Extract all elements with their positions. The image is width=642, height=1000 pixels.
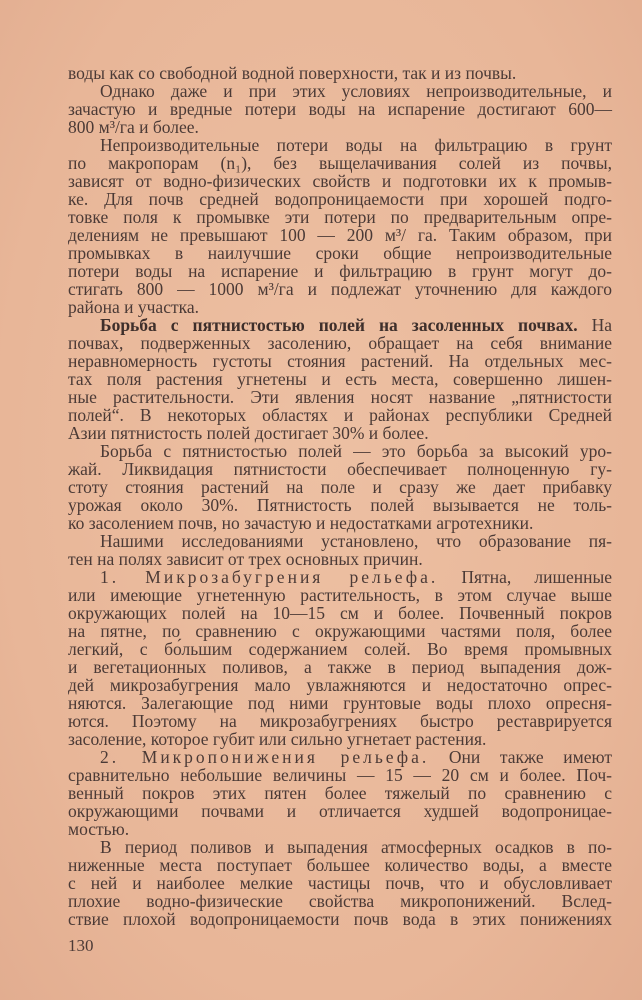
- line-text: и вегетационных поливов, а также в период выпадения дож-: [68, 657, 612, 677]
- text-line: [68, 136, 612, 154]
- text-line: [68, 604, 612, 622]
- line-text: жай. Ликвидация пятнистости обеспечивает полноценную гу-: [68, 459, 612, 479]
- text-line: [68, 208, 612, 226]
- text-line: [68, 766, 612, 784]
- line-text: сравнительно небольшие величины — 15 — 20 см и более. Поч-: [68, 765, 612, 785]
- text-line: [68, 334, 612, 352]
- line-text: Пятна, лишенные: [438, 567, 612, 587]
- text-line: [68, 172, 612, 190]
- text-line: [68, 550, 612, 568]
- line-text: засоление, которое губит или сильно угнетает растения.: [68, 729, 487, 749]
- text-line: [68, 676, 612, 694]
- text-line: [68, 262, 612, 280]
- line-text: зачастую и вредные потери воды на испарение достигают 600—: [68, 99, 612, 119]
- text-line: [68, 514, 612, 532]
- text-line: [68, 460, 612, 478]
- text-line: [68, 784, 612, 802]
- text-line: [68, 640, 612, 658]
- text-line: [68, 442, 612, 460]
- text-line: [68, 892, 612, 910]
- text-line: [68, 316, 612, 334]
- line-text: ко засолением почв, но зачастую и недостатками агротехники.: [68, 513, 534, 533]
- text-line: [68, 694, 612, 712]
- text-line: [68, 586, 612, 604]
- text-line: [68, 352, 612, 370]
- line-text: Азии пятнистость полей достигает 30% и более.: [68, 423, 429, 443]
- text-line: [68, 388, 612, 406]
- text-line: [68, 496, 612, 514]
- line-text: Однако даже и при этих условиях непроизводительные, и: [100, 81, 612, 101]
- text-line: [68, 478, 612, 496]
- line-text: ниженные места поступает большее количество воды, а вместе: [68, 855, 612, 875]
- line-text: Непроизводительные потери воды на фильтрацию в грунт: [100, 135, 612, 155]
- text-line: [68, 118, 612, 136]
- text-line: [68, 244, 612, 262]
- line-text: неравномерность густоты стояния растений. На отдельных мес-: [68, 351, 612, 371]
- line-text: зависят от водно-физических свойств и подготовки их к промыв-: [68, 171, 612, 191]
- text-line: [68, 748, 612, 766]
- line-text: 800 м³/га и более.: [68, 117, 199, 137]
- line-text: окружающих полей на 10—15 см и более. Почвенный покров: [68, 603, 612, 623]
- text-line: [68, 856, 612, 874]
- text-line: [68, 658, 612, 676]
- line-text: стигать 800 — 1000 м³/га и подлежат уточнению для каждого: [68, 279, 612, 299]
- text-line: [68, 370, 612, 388]
- text-line: [68, 712, 612, 730]
- line-text: ются. Поэтому на микрозабугрениях быстро реставрируется: [68, 711, 612, 731]
- text-line: [68, 802, 612, 820]
- line-text: стоту стояния растений на поле и сразу же дает прибавку: [68, 477, 612, 497]
- line-text: няются. Залегающие под ними грунтовые воды плохо опресня-: [68, 693, 612, 713]
- line-text: урожая около 30%. Пятнистость полей вызывается не толь-: [68, 495, 612, 515]
- text-line: [68, 100, 612, 118]
- text-line: [68, 730, 612, 748]
- text-line: [68, 874, 612, 892]
- text-line: [68, 226, 612, 244]
- text-line: [68, 190, 612, 208]
- line-text: мостью.: [68, 819, 130, 839]
- line-text: ные растительности. Эти явления носят название „пятнистости: [68, 387, 612, 407]
- line-text: делениям не превышают 100 — 200 м³/ га. Таким образом, при: [68, 225, 612, 245]
- line-text: тен на полях зависит от трех основных причин.: [68, 549, 423, 569]
- line-text: или имеющие угнетенную растительность, в этом случае выше: [68, 585, 612, 605]
- line-text: почвах, подверженных засолению, обращает на себя внимание: [68, 333, 612, 353]
- line-text: полей“. В некоторых областях и районах республики Средней: [68, 405, 612, 425]
- text-line: [68, 298, 612, 316]
- line-text: легкий, с бо́льшим содержанием солей. Во время промывных: [68, 639, 612, 659]
- line-text: района и участка.: [68, 297, 199, 317]
- text-line: [68, 424, 612, 442]
- line-text: потери воды на испарение и фильтрацию в грунт могут до-: [68, 261, 612, 281]
- line-text: Нашими исследованиями установлено, что образование пя-: [100, 531, 612, 551]
- line-text: ствие плохой водопроницаемости почв вода в этих понижениях: [68, 909, 612, 929]
- text-line: [68, 568, 612, 586]
- line-text: Борьба с пятнистостью полей — это борьба за высокий уро-: [100, 441, 612, 461]
- text-line: [68, 838, 612, 856]
- line-text: плохие водно-физические свойства микропонижений. Вслед-: [68, 891, 612, 911]
- section-heading: Борьба с пятнистостью полей на засоленных почвах.: [100, 315, 578, 335]
- line-text: промывках в наилучшие сроки общие непроизводительные: [68, 243, 612, 263]
- line-text: венный покров этих пятен более тяжелый по сравнению с: [68, 783, 612, 803]
- line-text: На: [577, 315, 612, 335]
- text-line: [68, 64, 612, 82]
- text-line: [68, 622, 612, 640]
- text-line: [68, 154, 612, 172]
- line-text: по макропорам (n₁), без выщелачивания солей из почвы,: [68, 153, 612, 173]
- line-text: тах поля растения угнетены и есть места, совершенно лишен-: [68, 369, 612, 389]
- text-line: [68, 532, 612, 550]
- body-text: [68, 64, 612, 928]
- line-text: воды как со свободной водной поверхности, так и из почвы.: [68, 63, 517, 83]
- line-text: дей микрозабугрения мало увлажняются и недостаточно опрес-: [68, 675, 612, 695]
- text-line: [68, 910, 612, 928]
- page-number: 130: [68, 936, 94, 955]
- text-line: [68, 406, 612, 424]
- text-line: [68, 820, 612, 838]
- line-text: Они также имеют: [429, 747, 613, 767]
- line-text: окружающими почвами и отличается худшей водопроницае-: [68, 801, 612, 821]
- line-text: В период поливов и выпадения атмосферных осадков в по-: [100, 837, 612, 857]
- line-text: с ней и наиболее мелкие частицы почв, что и обусловливает: [68, 873, 612, 893]
- text-line: [68, 82, 612, 100]
- item-heading: 1. Микрозабугрения рельефа.: [100, 567, 439, 587]
- text-line: [68, 280, 612, 298]
- line-text: товке поля к промывке эти потери по предварительным опре-: [68, 207, 612, 227]
- item-heading: 2. Микропонижения рельефа.: [100, 747, 430, 767]
- line-text: ке. Для почв средней водопроницаемости при хорошей подго-: [68, 189, 612, 209]
- line-text: на пятне, по сравнению с окружающими частями поля, более: [68, 621, 612, 641]
